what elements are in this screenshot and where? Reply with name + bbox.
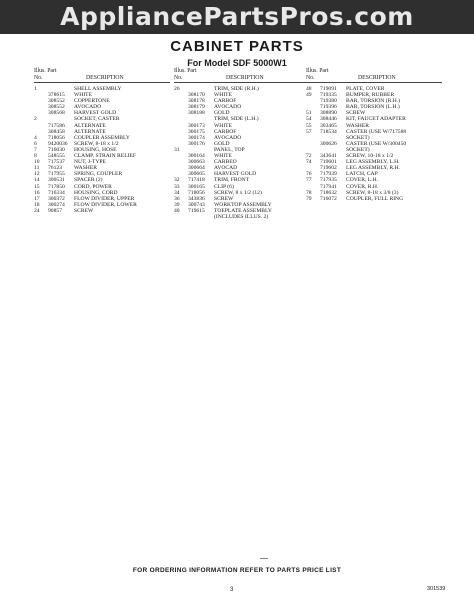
illus-number: 6 xyxy=(34,140,37,147)
illus-number: 2 xyxy=(34,116,37,123)
page-title: CABINET PARTS xyxy=(170,38,304,55)
header-illus-part: Illus. Part xyxy=(174,68,197,74)
part-number: 300173 xyxy=(188,122,205,129)
part-number: 718632 xyxy=(320,189,337,196)
part-description: COVER, L.H. xyxy=(346,177,379,184)
part-description: SOCKET) xyxy=(346,134,370,141)
part-description: SCREW, 10-18 x 1/2 xyxy=(346,153,394,160)
column-header xyxy=(174,68,310,83)
part-number: 719091 xyxy=(320,86,337,92)
part-number: 719602 xyxy=(320,165,337,172)
part-description: TRIM, FRONT xyxy=(214,177,250,184)
part-description: HARVEST GOLD xyxy=(214,171,257,178)
parts-row xyxy=(306,196,442,202)
part-number: 308458 xyxy=(48,128,65,135)
part-description: GOLD xyxy=(214,140,230,147)
parts-list xyxy=(174,86,310,220)
part-description: SHELL ASSEMBLY xyxy=(74,86,122,92)
illus-number: 17 xyxy=(34,195,40,202)
part-description: BAR, TORSION (R.H.) xyxy=(346,98,401,105)
part-description: WASHER xyxy=(74,165,97,172)
part-number: 308552 xyxy=(48,98,65,105)
part-description: ALTERNATE xyxy=(74,122,106,129)
part-description: LEG ASSEMBLY, L.H. xyxy=(346,159,400,166)
part-number: 716334 xyxy=(48,189,65,196)
illus-number: 74 xyxy=(306,159,312,166)
part-description: CORD, POWER xyxy=(74,183,112,190)
document-code: 301539 xyxy=(427,586,446,592)
page-number: 3 xyxy=(230,587,234,593)
illus-number: 1 xyxy=(34,86,37,92)
part-number: 300664 xyxy=(188,165,205,172)
part-description: CLAMP, STRAIN RELIEF xyxy=(74,153,137,160)
part-number: 300175 xyxy=(188,128,205,135)
illus-number: 26 xyxy=(174,86,180,92)
illus-number: 76 xyxy=(306,171,312,178)
illus-number: 39 xyxy=(174,201,180,208)
part-number: 717955 xyxy=(48,171,65,178)
illus-number: 11 xyxy=(34,165,40,172)
part-number: 300663 xyxy=(188,159,205,166)
header-illus-part: Illus. Part xyxy=(34,68,57,74)
part-description: SPRING, COUPLER xyxy=(74,171,123,178)
illus-number: 14 xyxy=(34,177,40,184)
part-number: 548555 xyxy=(48,153,65,160)
part-description: LEG ASSEMBLY, R.H. xyxy=(346,165,400,172)
ordering-footer: FOR ORDERING INFORMATION REFER TO PARTS PRICE LIST xyxy=(132,567,342,574)
illus-number: 34 xyxy=(174,189,180,196)
part-number: 716072 xyxy=(320,195,337,202)
header-description: DESCRIPTION xyxy=(86,75,124,81)
illus-number: 79 xyxy=(306,195,312,202)
part-description: SCREW, 8-18 x 1/2 xyxy=(74,140,119,147)
illus-number: 54 xyxy=(306,116,312,123)
illus-number: 18 xyxy=(34,201,40,208)
part-description: CLIP (6) xyxy=(214,183,234,190)
part-description: SCREW xyxy=(74,207,94,214)
part-number: 717850 xyxy=(48,183,65,190)
illus-number: 36 xyxy=(174,195,180,202)
illus-number: 51 xyxy=(306,110,312,117)
header-no: No. xyxy=(174,75,183,81)
part-number: 717939 xyxy=(320,171,337,178)
illus-number: 10 xyxy=(34,159,40,166)
part-number: 300176 xyxy=(188,140,205,147)
part-description: GOLD xyxy=(214,110,230,117)
part-description: WASHER xyxy=(346,122,369,129)
part-description: KIT, FAUCET ADAPTER xyxy=(346,116,406,123)
watermark-text: AppliancePartsPros.com xyxy=(60,2,414,31)
part-description: SCREW, 8-18 x 3/8 (3) xyxy=(346,189,399,196)
part-description: CASTER (USE W/300450 xyxy=(346,140,407,147)
part-description: CARBOF xyxy=(214,98,237,105)
part-description: SOCKET, CASTER xyxy=(74,116,120,123)
part-number: 308178 xyxy=(188,98,205,105)
parts-list xyxy=(306,86,442,202)
part-number: 343641 xyxy=(320,153,337,160)
part-description: HOUSING, CORD xyxy=(74,189,118,196)
illus-number: 57 xyxy=(306,128,312,135)
part-number: 716030 xyxy=(48,146,65,153)
illus-number: 8 xyxy=(34,153,37,160)
part-description: WORKTOP ASSEMBLY xyxy=(214,201,272,208)
parts-list xyxy=(34,86,170,214)
part-number: 719615 xyxy=(188,207,205,214)
illus-number: 33 xyxy=(174,183,180,190)
parts-row xyxy=(174,214,310,220)
illus-number: 55 xyxy=(306,122,312,129)
illus-number: 15 xyxy=(34,183,40,190)
part-number: 308446 xyxy=(320,116,337,123)
part-description: TRIM, SIDE (R.H.) xyxy=(214,86,259,92)
parts-column-3 xyxy=(306,68,442,202)
part-number: 718056 xyxy=(48,134,65,141)
part-description: CARBEO xyxy=(214,159,237,166)
part-number: 9420036 xyxy=(48,140,68,147)
part-number: 308170 xyxy=(188,92,205,99)
header-no: No. xyxy=(34,75,43,81)
part-number: 300164 xyxy=(188,153,205,160)
parts-row xyxy=(34,208,170,214)
illus-number: 12 xyxy=(34,171,40,178)
illus-number: 49 xyxy=(306,92,312,99)
part-description: (INCLUDES ILLUS. 2) xyxy=(214,213,269,220)
part-number: 719601 xyxy=(320,159,337,166)
part-description: SPACER (2) xyxy=(74,177,103,184)
part-description: SCREW xyxy=(214,195,234,202)
part-description: PANEL, TOP xyxy=(214,146,245,153)
part-number: 308568 xyxy=(48,110,65,117)
part-description: BUMPER, RUBBER xyxy=(346,92,395,99)
part-description: COPPERTONE xyxy=(74,98,110,105)
part-description: WHITE xyxy=(214,153,233,160)
part-description: NUT, J-TYPE xyxy=(74,159,106,166)
part-number: 718534 xyxy=(320,128,337,135)
header-description: DESCRIPTION xyxy=(358,75,396,81)
column-header xyxy=(34,68,170,83)
illus-number: 48 xyxy=(306,86,312,92)
part-number: 308179 xyxy=(188,104,205,111)
part-description: SCREW, 8 x 1/2 (12) xyxy=(214,189,262,196)
part-description: CASTER (USE W/717588 xyxy=(346,128,407,135)
part-number: 308188 xyxy=(188,110,205,117)
part-number: 378615 xyxy=(48,92,65,99)
part-description: BAR, TORSION (L.H.) xyxy=(346,104,400,111)
part-description: AVOCADO xyxy=(214,134,242,141)
part-number: 343836 xyxy=(188,195,205,202)
part-number: 718056 xyxy=(188,189,205,196)
part-description: WHITE xyxy=(214,122,233,129)
part-number: 300372 xyxy=(48,195,65,202)
part-description: TOEPLATE ASSEMBLY xyxy=(214,207,272,214)
part-description: WHITE xyxy=(74,92,93,99)
part-number: 90857 xyxy=(48,207,62,214)
header-illus-part: Illus. Part xyxy=(306,68,329,74)
page-subtitle: For Model SDF 5000W1 xyxy=(187,58,287,68)
part-description: AVOCAD xyxy=(214,165,238,172)
part-description: SCREW xyxy=(346,110,366,117)
part-description: WHITE xyxy=(214,92,233,99)
part-description: COVER, R.H. xyxy=(346,183,379,190)
part-number: 76123 xyxy=(48,165,62,172)
part-number: 300174 xyxy=(188,134,205,141)
part-number: 717418 xyxy=(188,177,205,184)
part-description: CARBOF xyxy=(214,128,237,135)
part-description: COUPLER ASSEMBLY xyxy=(74,134,130,141)
part-description: ALTERNATE xyxy=(74,128,106,135)
column-header xyxy=(306,68,442,83)
illus-number: 77 xyxy=(306,177,312,184)
illus-number: 78 xyxy=(306,189,312,196)
illus-number: 72 xyxy=(306,153,312,160)
part-description: FLOW DIVIDER, LOWER xyxy=(74,201,137,208)
part-description: TRIM, SIDE (L.H.) xyxy=(214,116,259,123)
header-description: DESCRIPTION xyxy=(226,75,264,81)
part-description: COUPLER, FULL RING xyxy=(346,195,404,202)
part-description: LATCH, CAP xyxy=(346,171,378,178)
part-description: AVOCADO xyxy=(214,104,242,111)
part-number: 300743 xyxy=(188,201,205,208)
illus-number: 31 xyxy=(174,146,180,153)
part-number: 300274 xyxy=(48,201,65,208)
part-number: 719380 xyxy=(320,98,337,105)
part-description: HOUSING, HOSE xyxy=(74,146,117,153)
header-no: No. xyxy=(306,75,315,81)
parts-column-1 xyxy=(34,68,170,214)
part-number: 717537 xyxy=(48,159,65,166)
illus-number: 32 xyxy=(174,177,180,184)
part-description: PLATE, COVER xyxy=(346,86,385,92)
part-number: 300165 xyxy=(188,183,205,190)
part-description: HARVEST GOLD xyxy=(74,110,117,117)
part-number: 303465 xyxy=(320,122,337,129)
illus-number: 16 xyxy=(34,189,40,196)
illus-number: 24 xyxy=(34,207,40,214)
illus-number: 40 xyxy=(174,207,180,214)
divider xyxy=(260,558,268,559)
part-number: 719396 xyxy=(320,104,337,111)
part-number: 717941 xyxy=(320,183,337,190)
part-number: 300531 xyxy=(48,177,65,184)
part-number: 300626 xyxy=(320,140,337,147)
part-number: 308552 xyxy=(48,104,65,111)
part-number: 717935 xyxy=(320,177,337,184)
part-number: 717586 xyxy=(48,122,65,129)
part-number: 719335 xyxy=(320,92,337,99)
illus-number: 7 xyxy=(34,146,37,153)
part-description: SOCKET) xyxy=(346,146,370,153)
part-description: FLOW DIVIDER, UPPER xyxy=(74,195,135,202)
part-number: 300665 xyxy=(188,171,205,178)
parts-column-2 xyxy=(174,68,310,220)
illus-number: 4 xyxy=(34,134,37,141)
watermark-banner xyxy=(0,0,474,34)
part-number: 308890 xyxy=(320,110,337,117)
part-description: AVOCADO xyxy=(74,104,102,111)
